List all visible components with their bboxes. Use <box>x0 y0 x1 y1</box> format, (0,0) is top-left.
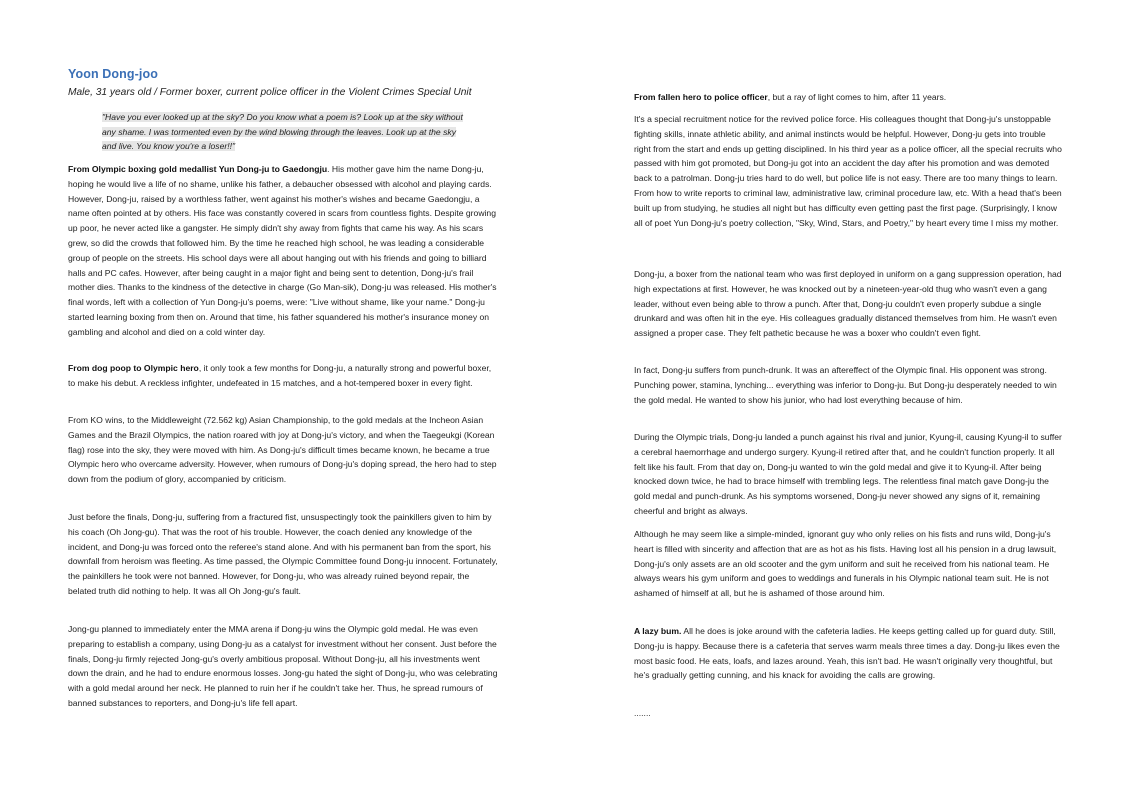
paragraph-text: Although he may seem like a simple-minded, ignorant guy who only relies on his fists and runs wild, Dong-ju's heart is filled with sincerity and affection that are as hot as his fists. Having lost all his pension in a drug lawsuit, Dong-ju's only assets are an old scooter and the gym uniform and suit he received from his national team. He always wears his gym uniform and goes to weddings and funerals in his Olympic national team suit. He is not ashamed of himself at all, but he is ashamed of those around him. <box>634 529 1057 599</box>
left-paragraph-1 <box>68 162 498 340</box>
character-quote <box>102 110 472 154</box>
right-paragraph-7 <box>634 624 1062 683</box>
paragraph-text: During the Olympic trials, Dong-ju landed a punch against his rival and junior, Kyung-il, causing Kyung-il to suffer a cerebral haemorrhage and undergo surgery. Kyung-il retired after that, and he couldn't function properly. It all felt like his fault. From that day on, Dong-ju wanted to win the gold medal and give it to Kyung-il. After being knocked down twice, he had to brace himself with trembling legs. The relentless final match gave Dong-ju the gold medal and punch-drunk. As his symptoms worsened, Dong-ju never showed any signs of it, remaining cheerful and bright as always. <box>634 432 1062 516</box>
paragraph-text: Just before the finals, Dong-ju, suffering from a fractured fist, unsuspectingly took the painkillers given to him by his coach (Oh Jong-gu). That was the root of his trouble. However, the coach denied any knowledge of the incident, and Dong-ju was forced onto the referee's stand alone. And with his permanent ban from the sport, his downfall from heroism was fleeting. As time passed, the Olympic Committee found Dong-ju innocent. Fortunately, the painkillers he took were not banned. However, for Dong-ju, who was already ruined beyond repair, the belated truth did nothing to help. It was all Oh Jong-gu's fault. <box>68 512 498 596</box>
left-paragraph-4 <box>68 510 498 599</box>
paragraph-lead: From fallen hero to police officer <box>634 92 768 102</box>
paragraph-text: It's a special recruitment notice for the revived police force. His colleagues thought that Dong-ju's unstoppable fighting skills, innate athletic ability, and animal instincts would be helpful. However, Dong-ju gets into trouble right from the start and ends up getting disciplined. In his third year as a police officer, all the special recruits who passed with him got promoted, but Dong-ju got into an accident the day after his promotion and was demoted back to a patrolman. Dong-ju tries hard to do well, but police life is not easy. There are too many things to learn. From how to write reports to criminal law, administrative law, criminal procedure law, etc. With a head that's been built up from studying, he studies all night but has difficulty even getting past the first page. (Surprisingly, I know all of poet Yun Dong-ju's poetry collection, "Sky, Wind, Stars, and Poetry," by heart every time I miss my mother. <box>634 114 1062 228</box>
right-paragraph-4 <box>634 363 1062 407</box>
right-paragraph-8 <box>634 706 1062 721</box>
paragraph-text: Jong-gu planned to immediately enter the MMA arena if Dong-ju wins the Olympic gold medal. He was even preparing to establish a company, using Dong-ju as a catalyst for investment without her consent. Just before the finals, Dong-ju firmly rejected Jong-gu's overly ambitious proposal. Without Dong-ju, all his investments went down the drain, and he had to endure enormous losses. Jong-gu hated the sight of Dong-ju, who was celebrating with a gold medal around her neck. He planned to ruin her if he couldn't take her. Thus, he spread rumours of banned substances to reporters, and Dong-ju's life fell apart. <box>68 624 498 708</box>
left-paragraph-3 <box>68 413 498 487</box>
left-paragraph-5 <box>68 622 498 711</box>
paragraph-text: , but a ray of light comes to him, after 11 years. <box>767 92 947 102</box>
paragraph-lead: From Olympic boxing gold medallist Yun Dong-ju to Gaedongju <box>68 164 328 174</box>
paragraph-text: . His mother gave him the name Dong-ju, hoping he would live a life of no shame, unlike his father, a debaucher obsessed with alcohol and playing cards. However, Dong-ju, raised by a worthless father, went against his mother's wishes and became Gaedongju, a name often pointed at by others. His face was constantly covered in scars from countless fights. Despite growing up poor, he never acted like a gangster. He simply didn't shy away from fights that came his way. As his scars grew, so did the crowds that followed him. By the time he reached high school, he was leading a considerable group of people on the streets. His school days were all about hanging out with his friends and going to billiard halls and PC cafes. However, after being caught in a major fight and being sent to detention, Dong-ju's frail mother dies. Thanks to the kindness of the detective in charge (Go Man-sik), Dong-ju was released. His mother's final words, left with a collection of Yun Dong-ju's poems, were: "Live without shame, like your name." Dong-ju started learning boxing from then on. Around that time, his father squandered his mother's insurance money on gambling and alcohol and died on a cold winter day. <box>68 164 497 337</box>
right-paragraph-3 <box>634 267 1062 341</box>
quote-text: "Have you ever looked up at the sky? Do you know what a poem is? Look up at the sky without any shame. I was tormented even by the wind blowing through the leaves. Look up at the sky and live. You know you're a loser!!" <box>102 112 463 152</box>
right-paragraph-5 <box>634 430 1062 519</box>
character-subtitle: Male, 31 years old / Former boxer, current police officer in the Violent Crimes Special Unit <box>68 87 472 98</box>
right-paragraph-1 <box>634 90 1062 105</box>
paragraph-lead: A lazy bum. <box>634 626 682 636</box>
paragraph-text: All he does is joke around with the cafeteria ladies. He keeps getting called up for guard duty. Still, Dong-ju is happy. Because there is a cafeteria that serves warm meals three times a day. Dong-ju likes even the most basic food. He eats, loafs, and lazes around. Yeah, this isn't bad. He wasn't originally very thoughtful, but he's gradually getting cunning, and his knack for avoiding the calls are growing. <box>634 626 1060 681</box>
right-paragraph-6 <box>634 527 1062 601</box>
paragraph-text: In fact, Dong-ju suffers from punch-drunk. It was an aftereffect of the Olympic final. His opponent was strong. Punching power, stamina, lynching... everything was inferior to Dong-ju. But Dong-ju desperately needed to win the gold medal. He wanted to show his junior, who had lost everything because of him. <box>634 365 1057 405</box>
left-paragraph-2 <box>68 361 498 391</box>
right-paragraph-2 <box>634 112 1062 230</box>
character-name: Yoon Dong-joo <box>68 67 158 81</box>
paragraph-text: , it only took a few months for Dong-ju, a naturally strong and powerful boxer, to make his debut. A reckless infighter, undefeated in 15 matches, and a hot-tempered boxer in every fight. <box>68 363 492 388</box>
paragraph-lead: From dog poop to Olympic hero <box>68 363 199 373</box>
paragraph-text: From KO wins, to the Middleweight (72.562 kg) Asian Championship, to the gold medals at the Incheon Asian Games and the Brazil Olympics, the nation roared with joy at Dong-ju's victory, and when the Taegeukgi (Korean flag) rose into the sky, they were moved with him. As Dong-ju's difficult times became known, he became a true Olympic hero who overcame adversity. However, when rumours of Dong-ju's doping spread, the hero had to step down from the podium of glory, accompanied by criticism. <box>68 415 497 485</box>
paragraph-text: Dong-ju, a boxer from the national team who was first deployed in uniform on a gang suppression operation, had high expectations at first. However, he was knocked out by a nineteen-year-old thug who wasn't even a gang leader, without even being able to throw a punch. After that, Dong-ju couldn't even properly subdue a single drunkard and was often hit in the eye. His colleagues gradually distanced themselves from him. He wasn't even assigned a proper case. They felt pathetic because he was a boxer who couldn't even fight. <box>634 269 1062 339</box>
paragraph-text: ....... <box>634 708 651 718</box>
